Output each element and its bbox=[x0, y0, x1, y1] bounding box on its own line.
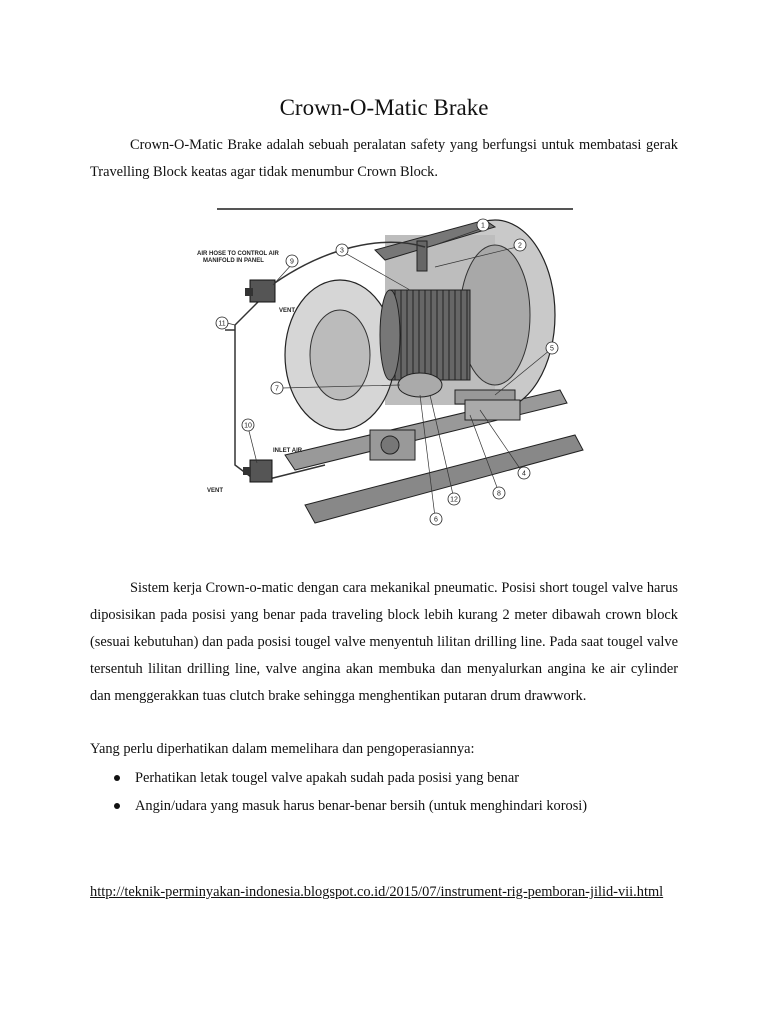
svg-text:4: 4 bbox=[522, 470, 526, 478]
inlet-valve-lower bbox=[243, 460, 272, 482]
svg-text:2: 2 bbox=[518, 242, 522, 250]
list-item-text: Angin/udara yang masuk harus benar-benar bersih (untuk menghindari korosi) bbox=[135, 798, 588, 814]
source-link[interactable]: http://teknik-perminyakan-indonesia.blogspot.co.id/2015/07/instrument-rig-pemboran-jilid-vii.html bbox=[90, 884, 664, 900]
inlet-air-label: INLET AIR bbox=[273, 448, 303, 454]
drawworks-diagram bbox=[195, 205, 585, 530]
callout-7 bbox=[271, 382, 283, 394]
control-valve-upper bbox=[245, 280, 275, 302]
callout-3 bbox=[336, 244, 348, 256]
svg-text:1: 1 bbox=[481, 222, 485, 230]
vent-top-label: VENT bbox=[279, 308, 296, 314]
intro-paragraph: Crown-O-Matic Brake adalah sebuah peralatan safety yang berfungsi untuk membatasi gerak Travelling Block keatas agar tidak menumbur Crown Block. bbox=[90, 137, 678, 180]
callout-1 bbox=[477, 219, 489, 231]
svg-text:10: 10 bbox=[244, 422, 252, 430]
svg-text:3: 3 bbox=[340, 247, 344, 255]
list-item bbox=[90, 792, 690, 820]
svg-text:9: 9 bbox=[290, 258, 294, 266]
callout-9 bbox=[286, 255, 298, 267]
callout-8 bbox=[493, 487, 505, 499]
svg-text:12: 12 bbox=[450, 496, 458, 504]
maintenance-list bbox=[90, 764, 690, 820]
manifold-label: MANIFOLD IN PANEL bbox=[203, 258, 264, 264]
callout-6 bbox=[430, 513, 442, 525]
vent-bottom-label: VENT bbox=[207, 488, 224, 494]
list-item bbox=[90, 764, 690, 792]
callout-11 bbox=[216, 317, 228, 329]
bullet-icon bbox=[114, 775, 120, 781]
callout-12 bbox=[448, 493, 460, 505]
bullet-icon bbox=[114, 803, 120, 809]
list-item-text: Perhatikan letak tougel valve apakah sudah pada posisi yang benar bbox=[135, 770, 520, 786]
svg-text:6: 6 bbox=[434, 516, 438, 524]
callout-2 bbox=[514, 239, 526, 251]
drum-wire-wraps bbox=[380, 290, 470, 380]
page-title: Crown-O-Matic Brake bbox=[279, 95, 489, 120]
air-hose-label: AIR HOSE TO CONTROL AIR bbox=[197, 251, 279, 257]
body-paragraph: Sistem kerja Crown-o-matic dengan cara mekanikal pneumatic. Posisi short tougel valve harus diposisikan pada posisi yang benar pada traveling block lebih kurang 2 meter dibawah crown block (sesuai kebutuhan) dan pada posisi tougel valve menyentuh lilitan drilling line. Pada saat tougel valve tersentuh lilitan drilling line, valve angina akan membuka dan menyalurkan angina ke air cylinder dan menggerakkan tuas clutch brake sehingga menghentikan putaran drum drawwork. bbox=[90, 580, 678, 704]
callout-5 bbox=[546, 342, 558, 354]
svg-text:8: 8 bbox=[497, 490, 501, 498]
svg-text:11: 11 bbox=[218, 320, 226, 328]
svg-text:7: 7 bbox=[275, 385, 279, 393]
callout-4 bbox=[518, 467, 530, 479]
callout-10 bbox=[242, 419, 254, 431]
maintenance-lead: Yang perlu diperhatikan dalam memelihara dan pengoperasiannya: bbox=[90, 741, 475, 757]
svg-text:5: 5 bbox=[550, 345, 554, 353]
